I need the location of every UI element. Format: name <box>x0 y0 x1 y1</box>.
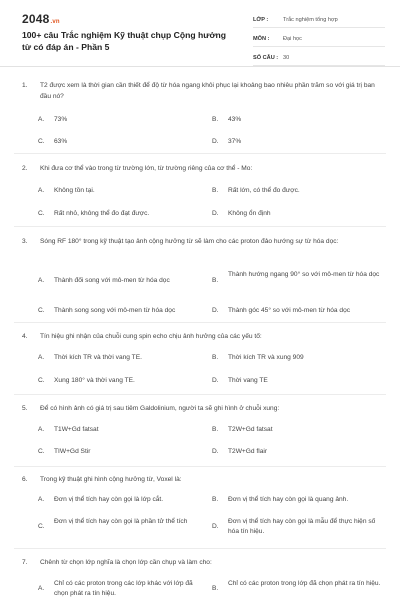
option-text: T1W+Gd fatsat <box>54 426 99 433</box>
option-letter: B. <box>212 116 219 123</box>
option-text: Chỉ có các proton trong lớp đã chọn phát ra tín hiệu. <box>228 580 381 587</box>
option-a[interactable] <box>36 579 204 599</box>
option-text: Đơn vị thể tích hay còn gọi là quang ảnh. <box>228 496 349 503</box>
meta-label: SỐ CÂU : <box>253 54 279 61</box>
option-text: Thành đối song với mô-men từ hóa dọc <box>54 277 170 284</box>
option-text: Thành song song với mô-men từ hóa dọc <box>54 307 176 314</box>
option-letter: A. <box>38 496 45 503</box>
option-text: Không ổn định <box>228 210 271 217</box>
option-letter: A. <box>38 426 45 433</box>
meta-row-subject <box>253 31 385 47</box>
page-header <box>0 0 400 67</box>
option-letter: A. <box>38 585 45 592</box>
option-text: T2W+Gd fatsat <box>228 426 273 433</box>
option-text: 43% <box>228 116 242 123</box>
meta-value: Đại học <box>283 35 302 42</box>
option-d[interactable] <box>210 306 398 316</box>
question-text: T2 được xem là thời gian cần thiết để độ từ hóa ngang khôi phục lại khoảng bao nhiêu phần trăm so với giá trị ban đầu nó? <box>40 82 375 100</box>
option-b[interactable] <box>210 495 398 505</box>
option-b[interactable] <box>210 186 378 196</box>
option-letter: B. <box>212 187 219 194</box>
option-letter: A. <box>38 116 45 123</box>
option-letter: A. <box>38 187 45 194</box>
option-text: Đơn vị thể tích hay còn gọi là mẫu để thực hiện số hóa tín hiệu. <box>228 518 376 535</box>
option-b[interactable] <box>210 115 378 125</box>
option-b[interactable] <box>210 579 388 594</box>
question-stem <box>22 236 380 247</box>
option-text: Rất lớn, có thể đo được. <box>228 187 300 194</box>
question-number: 4. <box>22 333 28 340</box>
question-stem <box>22 163 380 174</box>
question-text: Trong kỹ thuật ghi hình cộng hưởng từ, Voxel là: <box>40 476 182 483</box>
question-number: 6. <box>22 476 28 483</box>
question-divider <box>14 466 386 467</box>
question-divider <box>14 548 386 549</box>
option-c[interactable] <box>36 447 204 457</box>
meta-label: MÔN : <box>253 35 270 42</box>
option-d[interactable] <box>210 137 378 147</box>
meta-value: Trắc nghiệm tổng hợp <box>283 16 338 23</box>
option-a[interactable] <box>36 425 204 435</box>
meta-row-class <box>253 12 385 28</box>
option-d[interactable] <box>210 447 378 457</box>
option-b[interactable] <box>210 425 378 435</box>
option-letter: B. <box>212 354 219 361</box>
option-text: Thời kích TR và xung 909 <box>228 354 304 361</box>
logo-text: 2048 <box>22 12 50 26</box>
question-divider <box>14 322 386 323</box>
option-d[interactable] <box>210 376 378 386</box>
option-a[interactable] <box>36 353 204 363</box>
document-meta <box>253 12 385 69</box>
option-b[interactable] <box>210 270 388 286</box>
option-letter: B. <box>212 426 219 433</box>
meta-label: LỚP : <box>253 16 269 23</box>
option-letter: D. <box>212 448 219 455</box>
document-title: 100+ câu Trắc nghiệm Kỹ thuật chụp Cộng hưởng từ có đáp án - Phần 5 <box>22 30 227 52</box>
question-stem <box>22 474 380 485</box>
option-a[interactable] <box>36 115 204 125</box>
question-divider <box>14 226 386 227</box>
option-c[interactable] <box>36 376 204 386</box>
site-logo[interactable] <box>22 12 60 26</box>
option-letter: C. <box>38 448 45 455</box>
option-letter: C. <box>38 523 45 530</box>
question-text: Sóng RF 180° trong kỹ thuật tạo ảnh cộng hưởng từ sẽ làm cho các proton đảo hướng sự từ hóa dọc: <box>40 238 339 245</box>
question-stem <box>22 403 380 414</box>
option-text: 73% <box>54 116 68 123</box>
option-text: Thời vang TE <box>228 377 268 384</box>
option-letter: C. <box>38 210 45 217</box>
option-letter: A. <box>38 277 45 284</box>
option-text: Thành góc 45° so với mô-men từ hóa dọc <box>228 307 351 314</box>
option-text: Thời kích TR và thời vang TE. <box>54 354 142 361</box>
option-letter: B. <box>212 277 219 284</box>
meta-value: 30 <box>283 54 290 61</box>
option-letter: D. <box>212 138 219 145</box>
question-stem <box>22 331 380 342</box>
question-text: Tín hiệu ghi nhận của chuỗi cung spin echo chịu ảnh hưởng của các yếu tố: <box>40 333 262 340</box>
option-a[interactable] <box>36 276 214 286</box>
option-c[interactable] <box>36 517 204 532</box>
question-stem <box>22 557 380 568</box>
option-c[interactable] <box>36 306 214 316</box>
option-letter: A. <box>38 354 45 361</box>
option-d[interactable] <box>210 209 378 219</box>
option-letter: B. <box>212 585 219 592</box>
option-text: T2W+Gd flair <box>228 448 268 455</box>
option-letter: C. <box>38 138 45 145</box>
option-letter: D. <box>212 523 219 530</box>
option-text: Đơn vị thể tích hay còn gọi là lớp cắt. <box>54 496 164 503</box>
option-c[interactable] <box>36 137 204 147</box>
option-a[interactable] <box>36 495 212 505</box>
option-text: Thành hướng ngang 90° so với mô-men từ hóa dọc <box>228 271 380 278</box>
question-number: 5. <box>22 405 28 412</box>
question-number: 2. <box>22 165 28 172</box>
option-text: 63% <box>54 138 68 145</box>
question-divider <box>14 394 386 395</box>
option-text: Không tồn tại. <box>54 187 95 194</box>
option-letter: C. <box>38 307 45 314</box>
question-stem <box>22 80 380 102</box>
question-number: 3. <box>22 238 28 245</box>
meta-row-count <box>253 50 385 66</box>
option-letter: D. <box>212 377 219 384</box>
question-text: Chênh từ chọn lớp nghĩa là chọn lớp cần chụp và làm cho: <box>40 559 212 566</box>
option-text: Đơn vị thể tích hay còn gọi là phần tử thể tích <box>54 518 188 525</box>
option-text: TIW+Gd Stir <box>54 448 91 455</box>
option-letter: D. <box>212 307 219 314</box>
option-letter: C. <box>38 377 45 384</box>
logo-suffix: .vn <box>50 19 60 25</box>
option-letter: B. <box>212 496 219 503</box>
question-number: 1. <box>22 82 28 89</box>
option-text: Chỉ có các proton trong các lớp khác với lớp đã chọn phát ra tín hiệu. <box>54 580 193 597</box>
option-d[interactable] <box>210 517 388 537</box>
question-text: Khi đưa cơ thể vào trong từ trường lớn, từ trường riêng của cơ thể - Mo: <box>40 165 253 172</box>
question-text: Để có hình ảnh có giá trị sau tiêm Galdolinium, người ta sẽ ghi hình ở chuỗi xung: <box>40 405 280 412</box>
question-number: 7. <box>22 559 28 566</box>
option-text: 37% <box>228 138 242 145</box>
option-text: Xung 180° và thời vang TE. <box>54 377 135 384</box>
question-divider <box>14 153 386 154</box>
option-letter: D. <box>212 210 219 217</box>
option-c[interactable] <box>36 209 204 219</box>
option-b[interactable] <box>210 353 378 363</box>
option-text: Rất nhỏ, không thể đo đạt được. <box>54 210 150 217</box>
option-a[interactable] <box>36 186 204 196</box>
